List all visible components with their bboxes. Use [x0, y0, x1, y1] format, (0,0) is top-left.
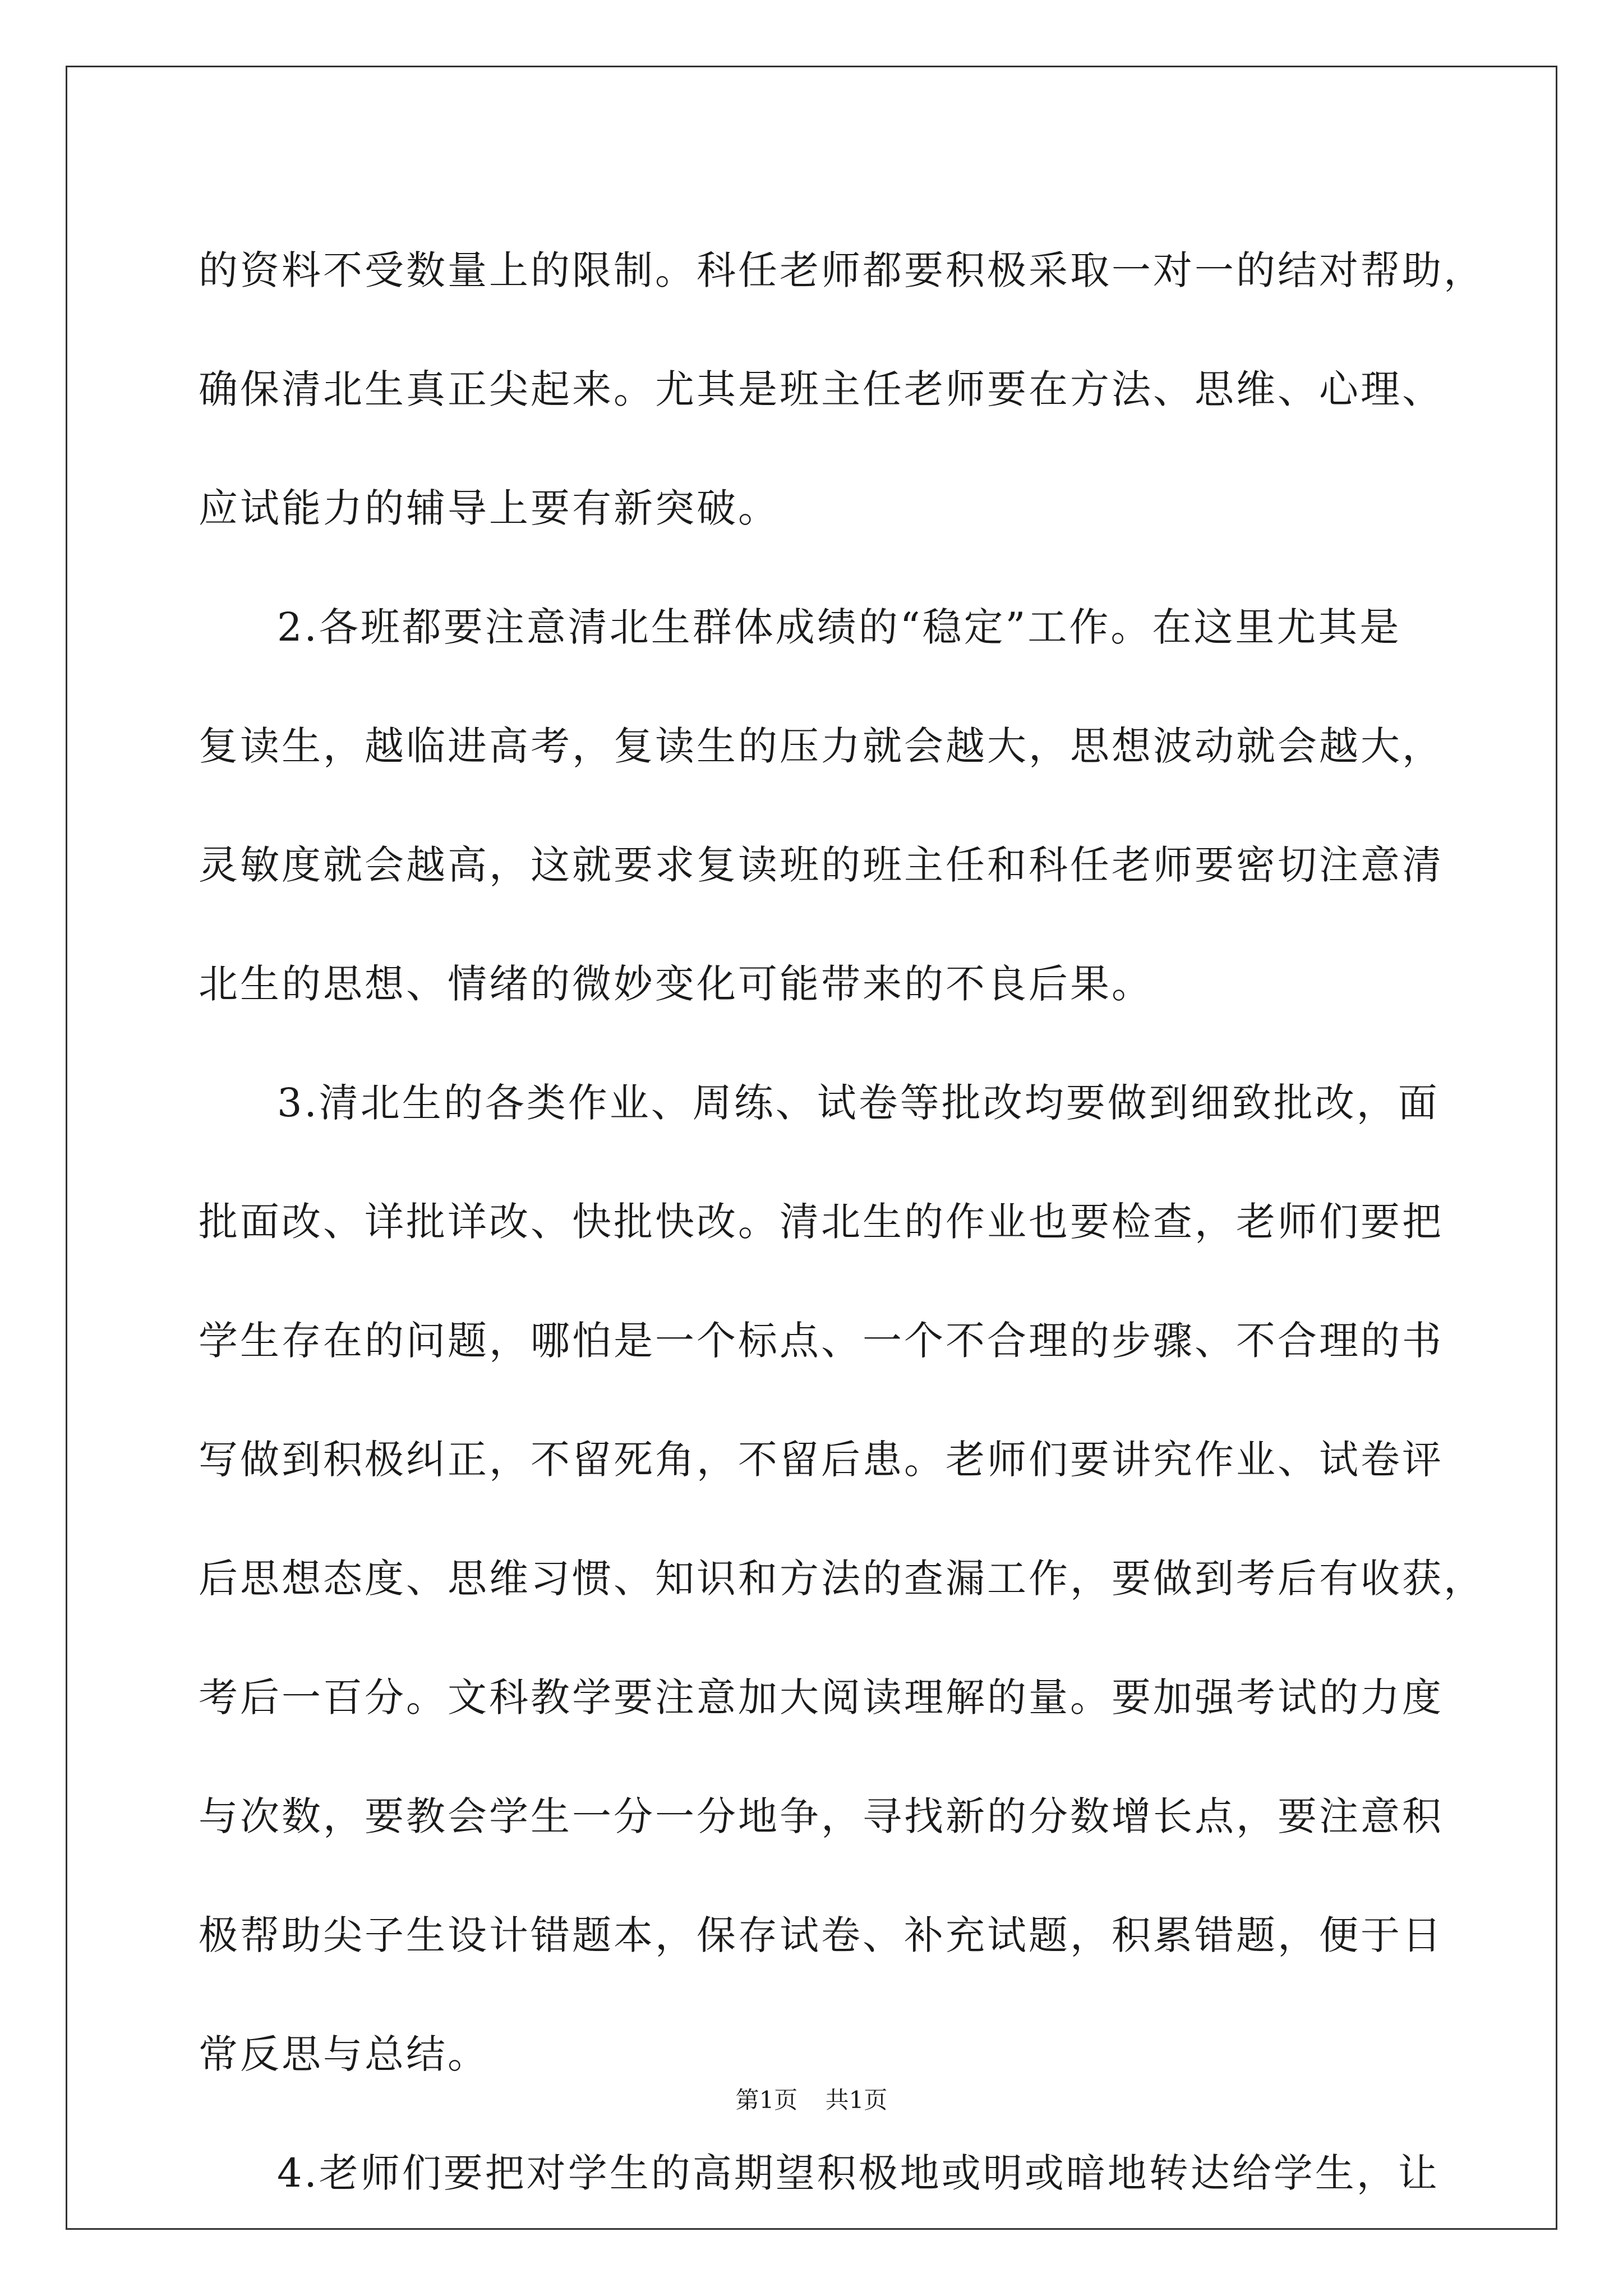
text-line: 写做到积极纠正，不留死角，不留后患。老师们要讲究作业、试卷评	[199, 1437, 1444, 1483]
text-line: 4.老师们要把对学生的高期望积极地或明或暗地转达给学生，让	[277, 2150, 1440, 2196]
text-line: 的资料不受数量上的限制。科任老师都要积极采取一对一的结对帮助，	[199, 247, 1485, 293]
text-line: 确保清北生真正尖起来。尤其是班主任老师要在方法、思维、心理、	[199, 366, 1444, 412]
text-line: 批面改、详批详改、快批快改。清北生的作业也要检查，老师们要把	[199, 1199, 1444, 1245]
page-total: 共1页	[825, 2086, 888, 2114]
text-line: 应试能力的辅导上要有新突破。	[199, 485, 780, 531]
text-line: 北生的思想、情绪的微妙变化可能带来的不良后果。	[199, 961, 1153, 1007]
text-line: 复读生，越临进高考，复读生的压力就会越大，思想波动就会越大，	[199, 723, 1444, 769]
text-line: 考后一百分。文科教学要注意加大阅读理解的量。要加强考试的力度	[199, 1674, 1444, 1720]
text-line: 3.清北生的各类作业、周练、试卷等批改均要做到细致批改，面	[277, 1080, 1440, 1126]
text-line: 学生存在的问题，哪怕是一个标点、一个不合理的步骤、不合理的书	[199, 1318, 1444, 1364]
text-line: 2.各班都要注意清北生群体成绩的“稳定”工作。在这里尤其是	[277, 604, 1401, 650]
text-line: 灵敏度就会越高，这就要求复读班的班主任和科任老师要密切注意清	[199, 842, 1444, 888]
text-line: 与次数，要教会学生一分一分地争，寻找新的分数增长点，要注意积	[199, 1793, 1444, 1839]
text-line: 后思想态度、思维习惯、知识和方法的查漏工作，要做到考后有收获，	[199, 1556, 1485, 1602]
text-line: 极帮助尖子生设计错题本，保存试卷、补充试题，积累错题，便于日	[199, 1912, 1444, 1958]
text-line: 常反思与总结。	[199, 2031, 489, 2077]
page-current: 第1页	[735, 2086, 798, 2114]
page-footer	[0, 2083, 1623, 2117]
document-body	[199, 211, 1485, 2233]
